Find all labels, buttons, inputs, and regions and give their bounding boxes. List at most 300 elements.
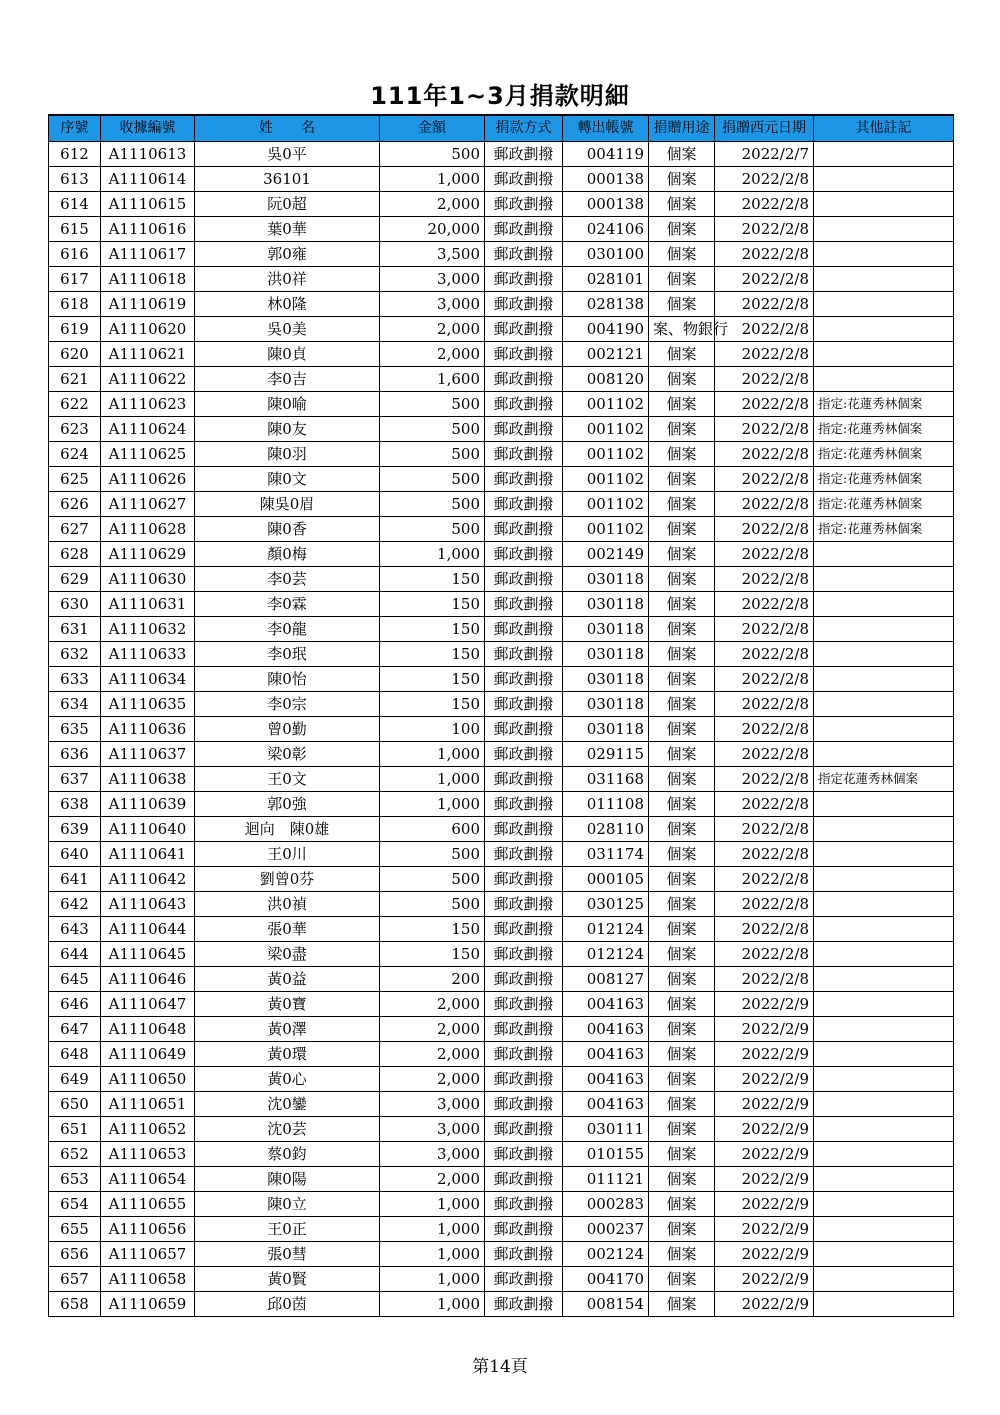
- cell-account: 030118: [563, 641, 649, 666]
- cell-serial: 654: [49, 1191, 101, 1216]
- table-row: [49, 916, 954, 941]
- cell-name: 王0川: [195, 841, 380, 866]
- cell-name: 梁0盡: [195, 941, 380, 966]
- cell-receipt-no: A1110620: [101, 316, 195, 341]
- cell-account: 001102: [563, 441, 649, 466]
- cell-purpose: 個案: [649, 766, 715, 791]
- cell-purpose: 個案: [649, 566, 715, 591]
- table-row: [49, 241, 954, 266]
- cell-name: 顏0梅: [195, 541, 380, 566]
- cell-account: 012124: [563, 941, 649, 966]
- cell-notes: [814, 1216, 954, 1241]
- cell-serial: 641: [49, 866, 101, 891]
- cell-method: 郵政劃撥: [485, 616, 563, 641]
- cell-name: 阮0超: [195, 191, 380, 216]
- cell-purpose: 個案: [649, 1216, 715, 1241]
- cell-notes: [814, 291, 954, 316]
- cell-serial: 620: [49, 341, 101, 366]
- cell-amount: 1,000: [380, 166, 485, 191]
- cell-amount: 3,000: [380, 1091, 485, 1116]
- cell-method: 郵政劃撥: [485, 341, 563, 366]
- cell-method: 郵政劃撥: [485, 1066, 563, 1091]
- cell-serial: 642: [49, 891, 101, 916]
- cell-name: 李0吉: [195, 366, 380, 391]
- cell-notes: [814, 1116, 954, 1141]
- cell-serial: 619: [49, 316, 101, 341]
- cell-date: 2022/2/8: [715, 166, 814, 191]
- cell-purpose: 個案: [649, 841, 715, 866]
- cell-name: 36101: [195, 166, 380, 191]
- cell-purpose: 個案: [649, 491, 715, 516]
- cell-amount: 150: [380, 666, 485, 691]
- cell-amount: 500: [380, 866, 485, 891]
- table-row: [49, 1066, 954, 1091]
- table-row: [49, 141, 954, 166]
- cell-purpose: 個案: [649, 341, 715, 366]
- cell-name: 李0芸: [195, 566, 380, 591]
- cell-method: 郵政劃撥: [485, 941, 563, 966]
- cell-notes: [814, 1141, 954, 1166]
- cell-name: 張0彗: [195, 1241, 380, 1266]
- table-row: [49, 1266, 954, 1291]
- cell-account: 004170: [563, 1266, 649, 1291]
- cell-account: 004190: [563, 316, 649, 341]
- cell-receipt-no: A1110617: [101, 241, 195, 266]
- cell-amount: 500: [380, 391, 485, 416]
- cell-purpose: 個案: [649, 266, 715, 291]
- cell-date: 2022/2/9: [715, 991, 814, 1016]
- cell-date: 2022/2/9: [715, 1191, 814, 1216]
- cell-method: 郵政劃撥: [485, 416, 563, 441]
- cell-date: 2022/2/8: [715, 266, 814, 291]
- cell-purpose: 個案: [649, 416, 715, 441]
- cell-notes: [814, 866, 954, 891]
- cell-account: 000105: [563, 866, 649, 891]
- cell-method: 郵政劃撥: [485, 541, 563, 566]
- cell-serial: 623: [49, 416, 101, 441]
- cell-date: 2022/2/9: [715, 1091, 814, 1116]
- table-row: [49, 391, 954, 416]
- cell-name: 陳0怡: [195, 666, 380, 691]
- cell-receipt-no: A1110641: [101, 841, 195, 866]
- cell-serial: 633: [49, 666, 101, 691]
- cell-amount: 1,000: [380, 741, 485, 766]
- cell-date: 2022/2/8: [715, 291, 814, 316]
- cell-purpose: 個案: [649, 991, 715, 1016]
- table-body: [49, 141, 954, 1316]
- table-row: [49, 441, 954, 466]
- cell-purpose: 個案: [649, 166, 715, 191]
- cell-method: 郵政劃撥: [485, 216, 563, 241]
- cell-receipt-no: A1110623: [101, 391, 195, 416]
- cell-method: 郵政劃撥: [485, 816, 563, 841]
- cell-account: 030118: [563, 616, 649, 641]
- cell-purpose: 個案: [649, 891, 715, 916]
- cell-serial: 621: [49, 366, 101, 391]
- cell-receipt-no: A1110637: [101, 741, 195, 766]
- cell-purpose: 個案: [649, 941, 715, 966]
- cell-notes: [814, 1066, 954, 1091]
- cell-notes: [814, 191, 954, 216]
- cell-amount: 3,000: [380, 1116, 485, 1141]
- table-row: [49, 1291, 954, 1316]
- cell-date: 2022/2/8: [715, 741, 814, 766]
- cell-notes: [814, 266, 954, 291]
- cell-amount: 200: [380, 966, 485, 991]
- cell-purpose: 個案: [649, 291, 715, 316]
- cell-account: 030125: [563, 891, 649, 916]
- table-row: [49, 1041, 954, 1066]
- cell-account: 030118: [563, 591, 649, 616]
- cell-date: 2022/2/8: [715, 841, 814, 866]
- cell-method: 郵政劃撥: [485, 1116, 563, 1141]
- cell-purpose: 個案: [649, 441, 715, 466]
- cell-name: 邱0茵: [195, 1291, 380, 1316]
- cell-date: 2022/2/9: [715, 1166, 814, 1191]
- cell-serial: 613: [49, 166, 101, 191]
- page-number: 第14頁: [472, 1357, 528, 1377]
- cell-method: 郵政劃撥: [485, 591, 563, 616]
- cell-amount: 1,600: [380, 366, 485, 391]
- cell-date: 2022/2/8: [715, 516, 814, 541]
- cell-receipt-no: A1110652: [101, 1116, 195, 1141]
- cell-name: 吳0美: [195, 316, 380, 341]
- cell-purpose: 個案: [649, 541, 715, 566]
- cell-purpose: 個案: [649, 916, 715, 941]
- cell-account: 030111: [563, 1116, 649, 1141]
- cell-receipt-no: A1110659: [101, 1291, 195, 1316]
- cell-serial: 649: [49, 1066, 101, 1091]
- cell-name: 沈0鑾: [195, 1091, 380, 1116]
- cell-name: 黃0賢: [195, 1266, 380, 1291]
- table-row: [49, 341, 954, 366]
- cell-account: 030118: [563, 716, 649, 741]
- cell-notes: [814, 1266, 954, 1291]
- cell-receipt-no: A1110644: [101, 916, 195, 941]
- cell-serial: 617: [49, 266, 101, 291]
- cell-account: 012124: [563, 916, 649, 941]
- cell-name: 李0珉: [195, 641, 380, 666]
- cell-receipt-no: A1110650: [101, 1066, 195, 1091]
- cell-name: 李0霖: [195, 591, 380, 616]
- cell-amount: 150: [380, 616, 485, 641]
- cell-date: 2022/2/8: [715, 816, 814, 841]
- cell-amount: 2,000: [380, 1066, 485, 1091]
- cell-name: 郭0雍: [195, 241, 380, 266]
- cell-account: 008127: [563, 966, 649, 991]
- cell-name: 曾0勤: [195, 716, 380, 741]
- cell-account: 001102: [563, 391, 649, 416]
- cell-purpose: 個案: [649, 191, 715, 216]
- table-row: [49, 191, 954, 216]
- cell-receipt-no: A1110639: [101, 791, 195, 816]
- cell-receipt-no: A1110624: [101, 416, 195, 441]
- table-row: [49, 866, 954, 891]
- cell-name: 黃0益: [195, 966, 380, 991]
- cell-method: 郵政劃撥: [485, 1141, 563, 1166]
- cell-notes: 指定:花蓮秀林個案: [814, 391, 954, 416]
- cell-account: 011108: [563, 791, 649, 816]
- cell-notes: [814, 1016, 954, 1041]
- cell-receipt-no: A1110614: [101, 166, 195, 191]
- cell-notes: 指定:花蓮秀林個案: [814, 466, 954, 491]
- cell-name: 黃0澤: [195, 1016, 380, 1041]
- cell-receipt-no: A1110640: [101, 816, 195, 841]
- cell-notes: [814, 216, 954, 241]
- cell-date: 2022/2/8: [715, 191, 814, 216]
- cell-purpose: 個案: [649, 1116, 715, 1141]
- cell-account: 000283: [563, 1191, 649, 1216]
- cell-account: 001102: [563, 466, 649, 491]
- cell-method: 郵政劃撥: [485, 766, 563, 791]
- cell-account: 004119: [563, 141, 649, 166]
- table-row: [49, 641, 954, 666]
- cell-serial: 644: [49, 941, 101, 966]
- cell-account: 030100: [563, 241, 649, 266]
- cell-notes: [814, 541, 954, 566]
- cell-date: 2022/2/8: [715, 616, 814, 641]
- cell-notes: [814, 966, 954, 991]
- cell-date: 2022/2/8: [715, 441, 814, 466]
- table-row: [49, 616, 954, 641]
- cell-receipt-no: A1110633: [101, 641, 195, 666]
- cell-serial: 651: [49, 1116, 101, 1141]
- cell-method: 郵政劃撥: [485, 1216, 563, 1241]
- cell-amount: 1,000: [380, 1291, 485, 1316]
- cell-name: 洪0祥: [195, 266, 380, 291]
- cell-notes: [814, 666, 954, 691]
- cell-notes: 指定:花蓮秀林個案: [814, 516, 954, 541]
- cell-notes: [814, 991, 954, 1016]
- cell-date: 2022/2/8: [715, 766, 814, 791]
- cell-account: 008154: [563, 1291, 649, 1316]
- table-row: [49, 266, 954, 291]
- cell-date: 2022/2/8: [715, 491, 814, 516]
- cell-date: 2022/2/8: [715, 966, 814, 991]
- cell-notes: [814, 891, 954, 916]
- cell-amount: 2,000: [380, 1041, 485, 1066]
- cell-serial: 646: [49, 991, 101, 1016]
- cell-notes: [814, 816, 954, 841]
- header-date: 捐贈西元日期: [715, 115, 814, 141]
- cell-method: 郵政劃撥: [485, 666, 563, 691]
- cell-method: 郵政劃撥: [485, 991, 563, 1016]
- cell-serial: 625: [49, 466, 101, 491]
- cell-account: 028138: [563, 291, 649, 316]
- cell-name: 林0隆: [195, 291, 380, 316]
- cell-purpose: 個案: [649, 716, 715, 741]
- cell-account: 001102: [563, 516, 649, 541]
- cell-account: 030118: [563, 691, 649, 716]
- cell-serial: 653: [49, 1166, 101, 1191]
- cell-method: 郵政劃撥: [485, 266, 563, 291]
- cell-amount: 2,000: [380, 1166, 485, 1191]
- cell-method: 郵政劃撥: [485, 141, 563, 166]
- cell-serial: 615: [49, 216, 101, 241]
- cell-amount: 3,000: [380, 1141, 485, 1166]
- cell-date: 2022/2/8: [715, 316, 814, 341]
- cell-account: 029115: [563, 741, 649, 766]
- cell-purpose: 個案: [649, 966, 715, 991]
- cell-notes: [814, 616, 954, 641]
- cell-name: 洪0禎: [195, 891, 380, 916]
- cell-date: 2022/2/9: [715, 1066, 814, 1091]
- cell-date: 2022/2/9: [715, 1291, 814, 1316]
- cell-serial: 639: [49, 816, 101, 841]
- cell-date: 2022/2/8: [715, 466, 814, 491]
- cell-serial: 618: [49, 291, 101, 316]
- cell-date: 2022/2/8: [715, 891, 814, 916]
- cell-account: 001102: [563, 416, 649, 441]
- cell-amount: 1,000: [380, 541, 485, 566]
- table-row: [49, 816, 954, 841]
- cell-method: 郵政劃撥: [485, 1291, 563, 1316]
- cell-account: 031174: [563, 841, 649, 866]
- cell-amount: 150: [380, 916, 485, 941]
- cell-serial: 650: [49, 1091, 101, 1116]
- cell-receipt-no: A1110643: [101, 891, 195, 916]
- cell-notes: [814, 1041, 954, 1066]
- cell-account: 030118: [563, 666, 649, 691]
- cell-notes: [814, 941, 954, 966]
- cell-name: 李0龍: [195, 616, 380, 641]
- cell-amount: 2,000: [380, 1016, 485, 1041]
- cell-purpose: 個案: [649, 1016, 715, 1041]
- cell-date: 2022/2/8: [715, 791, 814, 816]
- cell-method: 郵政劃撥: [485, 491, 563, 516]
- cell-purpose: 個案: [649, 691, 715, 716]
- table-row: [49, 416, 954, 441]
- cell-purpose: 個案: [649, 1041, 715, 1066]
- cell-receipt-no: A1110653: [101, 1141, 195, 1166]
- cell-method: 郵政劃撥: [485, 1091, 563, 1116]
- cell-receipt-no: A1110632: [101, 616, 195, 641]
- cell-date: 2022/2/8: [715, 241, 814, 266]
- cell-notes: [814, 841, 954, 866]
- cell-notes: [814, 591, 954, 616]
- cell-serial: 616: [49, 241, 101, 266]
- cell-notes: [814, 141, 954, 166]
- cell-purpose: 個案: [649, 616, 715, 641]
- cell-date: 2022/2/9: [715, 1041, 814, 1066]
- cell-name: 陳0香: [195, 516, 380, 541]
- table-row: [49, 1016, 954, 1041]
- table-row: [49, 841, 954, 866]
- cell-name: 陳0立: [195, 1191, 380, 1216]
- cell-serial: 630: [49, 591, 101, 616]
- cell-method: 郵政劃撥: [485, 1016, 563, 1041]
- cell-serial: 657: [49, 1266, 101, 1291]
- cell-account: 004163: [563, 991, 649, 1016]
- cell-amount: 1,000: [380, 1191, 485, 1216]
- cell-receipt-no: A1110636: [101, 716, 195, 741]
- cell-serial: 647: [49, 1016, 101, 1041]
- cell-account: 000138: [563, 191, 649, 216]
- cell-receipt-no: A1110618: [101, 266, 195, 291]
- table-row: [49, 1216, 954, 1241]
- cell-date: 2022/2/8: [715, 391, 814, 416]
- cell-amount: 150: [380, 941, 485, 966]
- cell-notes: [814, 1291, 954, 1316]
- cell-receipt-no: A1110619: [101, 291, 195, 316]
- cell-serial: 629: [49, 566, 101, 591]
- cell-serial: 636: [49, 741, 101, 766]
- cell-notes: [814, 1166, 954, 1191]
- cell-purpose: 個案: [649, 816, 715, 841]
- header-notes: 其他註記: [814, 115, 954, 141]
- cell-method: 郵政劃撥: [485, 1191, 563, 1216]
- cell-notes: [814, 366, 954, 391]
- cell-receipt-no: A1110654: [101, 1166, 195, 1191]
- cell-purpose: 個案: [649, 1066, 715, 1091]
- cell-serial: 628: [49, 541, 101, 566]
- table-row: [49, 366, 954, 391]
- cell-serial: 627: [49, 516, 101, 541]
- cell-serial: 652: [49, 1141, 101, 1166]
- cell-name: 蔡0鈞: [195, 1141, 380, 1166]
- cell-amount: 150: [380, 566, 485, 591]
- cell-receipt-no: A1110647: [101, 991, 195, 1016]
- cell-purpose: 案、物銀行: [649, 316, 715, 341]
- cell-name: 劉曾0芬: [195, 866, 380, 891]
- cell-method: 郵政劃撥: [485, 241, 563, 266]
- cell-method: 郵政劃撥: [485, 1041, 563, 1066]
- cell-purpose: 個案: [649, 466, 715, 491]
- table-row: [49, 1191, 954, 1216]
- cell-name: 陳0貞: [195, 341, 380, 366]
- cell-name: 陳吳0眉: [195, 491, 380, 516]
- cell-purpose: 個案: [649, 866, 715, 891]
- cell-receipt-no: A1110634: [101, 666, 195, 691]
- cell-notes: [814, 791, 954, 816]
- cell-purpose: 個案: [649, 791, 715, 816]
- cell-name: 陳0陽: [195, 1166, 380, 1191]
- cell-name: 陳0喻: [195, 391, 380, 416]
- cell-date: 2022/2/9: [715, 1016, 814, 1041]
- cell-amount: 20,000: [380, 216, 485, 241]
- cell-account: 028101: [563, 266, 649, 291]
- cell-method: 郵政劃撥: [485, 741, 563, 766]
- cell-name: 李0宗: [195, 691, 380, 716]
- cell-notes: [814, 1241, 954, 1266]
- cell-notes: 指定:花蓮秀林個案: [814, 416, 954, 441]
- table-row: [49, 1166, 954, 1191]
- cell-purpose: 個案: [649, 1291, 715, 1316]
- cell-serial: 637: [49, 766, 101, 791]
- cell-name: 梁0彰: [195, 741, 380, 766]
- cell-method: 郵政劃撥: [485, 391, 563, 416]
- cell-receipt-no: A1110651: [101, 1091, 195, 1116]
- cell-method: 郵政劃撥: [485, 566, 563, 591]
- cell-purpose: 個案: [649, 1141, 715, 1166]
- cell-method: 郵政劃撥: [485, 1241, 563, 1266]
- cell-receipt-no: A1110622: [101, 366, 195, 391]
- cell-notes: 指定花蓮秀林個案: [814, 766, 954, 791]
- cell-amount: 100: [380, 716, 485, 741]
- cell-account: 002124: [563, 1241, 649, 1266]
- cell-account: 031168: [563, 766, 649, 791]
- cell-name: 沈0芸: [195, 1116, 380, 1141]
- cell-receipt-no: A1110631: [101, 591, 195, 616]
- cell-account: 028110: [563, 816, 649, 841]
- cell-amount: 500: [380, 416, 485, 441]
- cell-purpose: 個案: [649, 391, 715, 416]
- cell-serial: 643: [49, 916, 101, 941]
- cell-receipt-no: A1110649: [101, 1041, 195, 1066]
- header-serial: 序號: [49, 115, 101, 141]
- cell-amount: 500: [380, 841, 485, 866]
- table-row: [49, 1241, 954, 1266]
